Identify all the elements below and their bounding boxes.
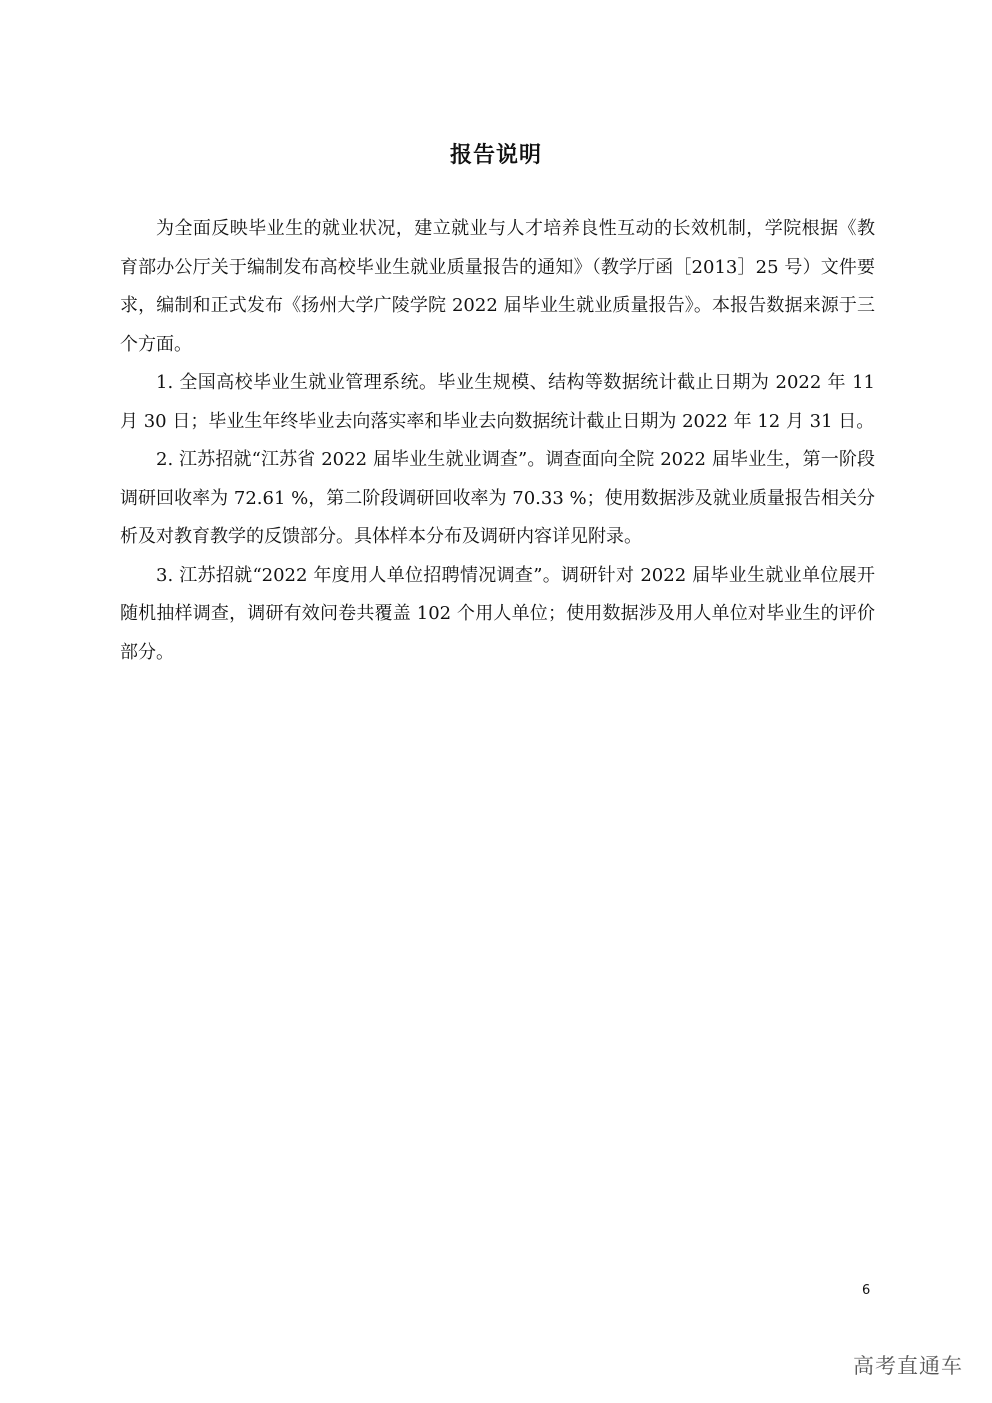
page-number: 6 — [862, 1283, 871, 1298]
source-item-1: 1. 全国高校毕业生就业管理系统。毕业生规模、结构等数据统计截止日期为 2022 年 11 月 30 日；毕业生年终毕业去向落实率和毕业去向数据统计截止日期为 2022 年 12 月 31 日。 — [120, 372, 875, 432]
watermark-text: 高考直通车 — [853, 1354, 963, 1378]
source-item-3: 3. 江苏招就“2022 年度用人单位招聘情况调查”。调研针对 2022 届毕业生就业单位展开随机抽样调查，调研有效问卷共覆盖 102 个用人单位；使用数据涉及用人单位对毕业生的评价部分。 — [120, 564, 875, 663]
source-item-2: 2. 江苏招就“江苏省 2022 届毕业生就业调查”。调查面向全院 2022 届毕业生，第一阶段调研回收率为 72.61 %，第二阶段调研回收率为 70.33 %；使用数据涉及就业质量报告相关分析及对教育教学的反馈部分。具体样本分布及调研内容详见附录。 — [120, 449, 875, 547]
page-title: 报告说明 — [449, 143, 542, 168]
intro-paragraph: 为全面反映毕业生的就业状况，建立就业与人才培养良性互动的长效机制，学院根据《教育部办公厅关于编制发布高校毕业生就业质量报告的通知》（教学厅函［2013］25 号）文件要求，编制和正式发布《扬州大学广陵学院 2022 届毕业生就业质量报告》。本报告数据来源于三个方面。 — [120, 218, 875, 355]
report-body — [120, 210, 875, 672]
